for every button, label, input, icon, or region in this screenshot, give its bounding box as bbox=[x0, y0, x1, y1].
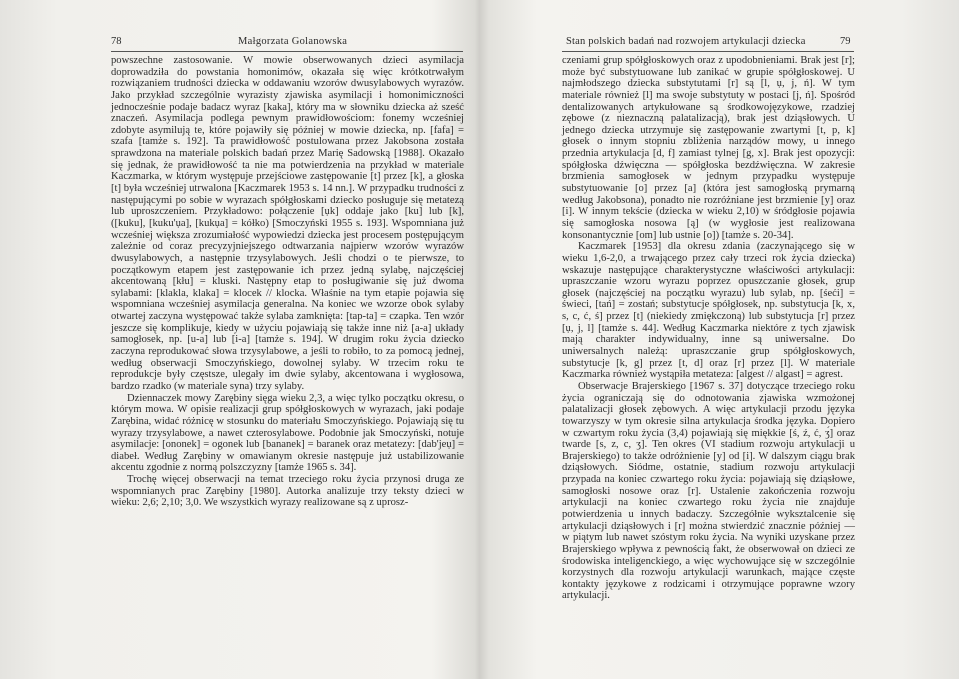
page-number: 79 bbox=[840, 36, 851, 47]
paragraph: Trochę więcej obserwacji na temat trzeciego roku życia przynosi druga ze wspomnianych prac Zarębiny [1980]. Autorka analizuje trzy teksty dzieci w wieku: 2,6; 2,10; 3,0. We wszystkich wyrazy realizowane są z uprosz- bbox=[111, 474, 464, 509]
right-page bbox=[480, 0, 959, 679]
paragraph: Obserwacje Brajerskiego [1967 s. 37] dotyczące trzeciego roku życia ograniczają się do odnotowania zjawiska wzmożonej palatalizacji głosek zębowych. A więc artykulacji przodu języka towarzyszy w tym okresie silna artykulacja środka języka. Dopiero w czwartym roku życia (3,4) pojawiają się miękkie [ś, ź, ć, ʒ́] oraz twarde [s, z, c, ʒ]. Ten okres (VI stadium rozwoju artykulacji u Brajerskiego) to także odróżnienie [y] od [i]. W dalszym ciągu brak dziąsłowych. Siódme, ostatnie, stadium rozwoju artykulacji przypada na koniec czwartego roku życia: pojawiają się dziąsłowe, samogłoski nosowe oraz [r]. Ustalenie zakończenia rozwoju artykulacji na koniec czwartego roku życia nie znajduje potwierdzenia u innych badaczy. Szczegółnie wyksztalcenie się artykulacji dziąsłowych i [r] można stwierdzić znacznie później — w piątym lub nawet szóstym roku życia. Na wyniki uzyskane przez Brajerskiego wpływa z pewnością fakt, że obserwował on dzieci ze środowiska inteligenckiego, a więc wychowujące się w szczególnie korzystnych dla rozwoju artykulacji warunkach, mające częste kontakty językowe z rodzicami i otrzymujące poprawne wzory artykulacji. bbox=[562, 380, 855, 602]
paragraph: czeniami grup spółgłoskowych oraz z upodobnieniami. Brak jest [r]; może być substytuowane lub zanikać w grupie spółgłoskowej. U najmłodszego dziecka substytutami [r] są [l, ụ, j, ń]. W tym materiale również [l] ma swoje substytuty w postaci [j, ń]. Spośród dentalizowanych artykułowane są środkowojęzykowe, rzadziej zębowe (z nieznaczną palatalizacją), brak jest dziąsłowych. U jednego dziecka utrzymuje się zastępowanie zwartymi [t, p, k] głosek o innym stopniu zbliżenia narządów mowy, u innego przednia artykulacja [d, f] zamiast tylnej [g, x]. Brak jest opozycji: spółgłoska dźwięczna — spółgłoska bezdźwięczna. W zakresie brzmienia samogłosek w jednym przypadku występuje substytuowanie [o] przez [a] (która jest samogłoską prymarną według Jakobsona), ponadto nie rozróżniane jest brzmienie [y] oraz [i]. W innym tekście (dziecka w wieku 2,10) w śródgłosie pojawia się samogłoska nosowa [ą] (w wygłosie jest realizowana konsonantycznie [om] lub ustnie [o]) [tamże s. 20-34]. bbox=[562, 55, 855, 241]
paragraph: Kaczmarek [1953] dla okresu zdania (zaczynającego się w wieku 1,6-2,0, a trwającego przez cały trzeci rok życia dziecka) wskazuje następujące charakterystyczne właściwości artykulacji: upraszczanie wzoru wyrazu poprzez opuszczanie głosek, grup głosek (najczęściej na początku wyrazu) lub sylab, np. [śeći] = świeci, [tań] = zostań; substytucje spółgłosek, np. substytucja [k, x, s, c, ć, ś] przez [t] (niekiedy zmiękczoną) lub substytucja [r] przez [ụ, j, l] [tamże s. 44]. Według Kaczmarka niektóre z tych zjawisk mają charakter indywidualny, inne są uniwersalne. Do uniwersalnych należą: upraszczanie grup spółgłoskowych, substytucje [k, g] przez [t, d] oraz [r] przez [l]. W materiale Kaczmarka również wystąpiła metateza: [algest // algast] = agrest. bbox=[562, 241, 855, 381]
paragraph: powszechne zastosowanie. W mowie obserwowanych dzieci asymilacja doprowadziła do powstania homonimów, okazała się więc krótkotrwałym rozwiązaniem trudności dziecka w oddawaniu wzorów dwusylabowych wyrazów. Jako przykład szczególnie wyrazisty zjawiska asymilacji i homonimiczności jednocześnie podaje badacz wyraz [kaka], który ma w słowniku dziecka aż sześć znaczeń. Asymilacja podlega pewnym prawidłowościom: fonemy wcześniej zdobyte asymilują te, które pojawiły się później w mowie dziecka, np. [fafa] = szafa [tamże s. 192]. Ta prawidłowość postulowana przez Jakobsona została sprawdzona na materiale polskich badań przez Marię Sadowską [1988]. Okazało się jednak, że prawidłowość ta nie ma potwierdzenia na przykład w materiale Kaczmarka, w którym występuje przejściowe zastępowanie [t] przez [k], a głoska [t] była wcześniej utrwalona [Kaczmarek 1953 s. 14 nn.]. W przypadku trudności z następującymi po sobie w wyrazach spółgłoskami dziecko posługuje się metatezą lub uproszczeniem. Przykładowo: połączenie [ụk] oddaje jako [ku] lub [k], ([kuku], [kuku'ụa], [kukụa] = kółko) [Smoczyński 1955 s. 193]. Wspomniana już wcześniej większa zrozumiałość wypowiedzi dziecka jest procesem postępującym zależnie od coraz precyzyjniejszego odtwarzania najpierw wzorów wyrazów dwusylabowych, a następnie trzysylabowych. Jeśli chodzi o te pierwsze, to początkowym etapem jest zastępowanie ich przez jedną sylabę, najczęściej akcentowaną [kłu] = kluski. Następny etap to posługiwanie się już dwoma sylabami: [klakla, klaka] = klocek // klocka. Właśnie na tym etapie pojawia się wspomniana wcześniej asymilacja generalna. Na koniec we wzorze obok sylaby otwartej zaczyna występować także sylaba zamknięta: [tap-ta] = czapka. Ten wzór jeszcze się komplikuje, kiedy w użyciu pojawiają się także inne niż [a-a] układy samogłosek, np. [u-a] lub [i-a] [tamże s. 194]. W drugim roku życia dziecko zaczyna reprodukować słowa trzysylabowe, a jeśli to robiło, to za pomocą jednej, według obserwacji Smoczyńskiego, dowolnej sylaby. W trzecim roku te reprodukcje były częstsze, ulegały im dwie sylaby, akcentowana i wygłosowa, bardzo rzadko (w materiale syna) trzy sylaby. bbox=[111, 55, 464, 392]
paragraph: Dziennaczek mowy Zarębiny sięga wieku 2,3, a więc tylko początku okresu, o którym mowa. W opisie realizacji grup spółgłoskowych w wyrazach, jaki podaje Zarębina, widać różnicę w stosunku do materiału Smoczyńskiego. Pojawiają się tu wyrazy trzysylabowe, a nawet czterosylabowe. Podobnie jak Smoczyński, notuje asymilacje: [ononek] = ogonek lub [bananek] = baranek oraz metatezy: [dab'jeụ] = diabeł. Według Zarębiny w omawianym okresie następuje już ustabilizowanie akcentu zgodnie z normą polszczyzny [tamże 1965 s. 34]. bbox=[111, 392, 464, 474]
header-rule bbox=[111, 51, 463, 52]
body-text bbox=[562, 55, 855, 602]
header-rule bbox=[562, 51, 854, 52]
body-text bbox=[111, 55, 464, 509]
running-head: Małgorzata Golanowska bbox=[238, 36, 348, 47]
page-number: 78 bbox=[111, 36, 122, 47]
running-head: Stan polskich badań nad rozwojem artykulacji dziecka bbox=[566, 36, 806, 47]
